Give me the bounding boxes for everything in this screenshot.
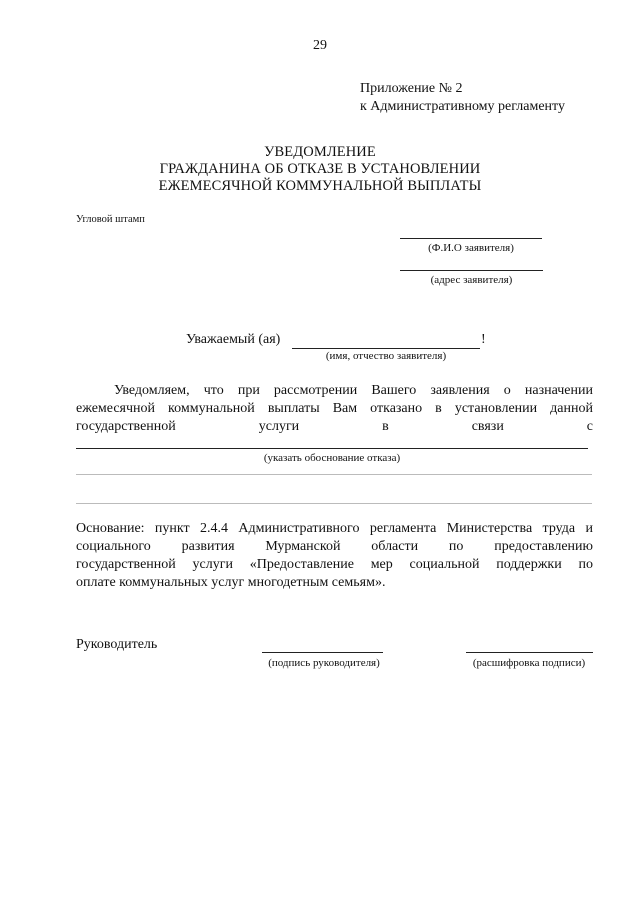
applicant-name-caption: (Ф.И.О заявителя) [428,242,514,254]
applicant-address-caption: (адрес заявителя) [430,274,513,286]
notification-paragraph [76,382,593,400]
corner-stamp-label: Угловой штамп [76,214,145,225]
basis-line-3: государственной услуги «Предоставление мер социальной поддержки по [76,557,593,572]
appendix-line-2: к Административному регламенту [360,99,565,114]
basis-line-4: оплате коммунальных услуг многодетным семьям». [76,575,386,590]
salutation-text: Уважаемый (ая) [186,332,281,347]
signature-line [262,652,383,653]
notification-line-1: Уведомляем, что при рассмотрении Вашего заявления о назначении [114,383,593,398]
title-line-3: ЕЖЕМЕСЯЧНОЙ КОММУНАЛЬНОЙ ВЫПЛАТЫ [158,178,482,194]
appendix-line-1: Приложение № 2 [360,81,463,96]
appendix-header [360,80,565,116]
document-title [0,144,640,195]
decoding-line [466,652,593,653]
basis-line-2: социального развития Мурманской области по предоставлению [76,539,593,554]
basis-line-1: Основание: пункт 2.4.4 Административного регламента Министерства труда и [76,521,593,536]
reason-line-1 [76,448,588,449]
title-line-1: УВЕДОМЛЕНИЕ [264,144,376,160]
signature-caption: (подпись руководителя) [268,657,380,669]
applicant-address-line [400,270,543,271]
salutation-caption: (имя, отчество заявителя) [325,350,447,362]
reason-line-3 [76,503,592,504]
applicant-name-line [400,238,542,239]
title-line-2: ГРАЖДАНИНА ОБ ОТКАЗЕ В УСТАНОВЛЕНИИ [159,161,481,177]
page-number: 29 [313,38,327,53]
reason-line-2 [76,474,592,475]
salutation-name-line [292,348,480,349]
notification-line-3: государственной услуги в связи с [76,419,593,434]
notification-line-2: ежемесячной коммунальной выплаты Вам отказано в установлении данной [76,401,593,416]
signer-role: Руководитель [76,637,158,652]
reason-caption: (указать обоснование отказа) [263,452,401,464]
salutation-exclamation: ! [481,332,486,347]
decoding-caption: (расшифровка подписи) [472,657,586,669]
